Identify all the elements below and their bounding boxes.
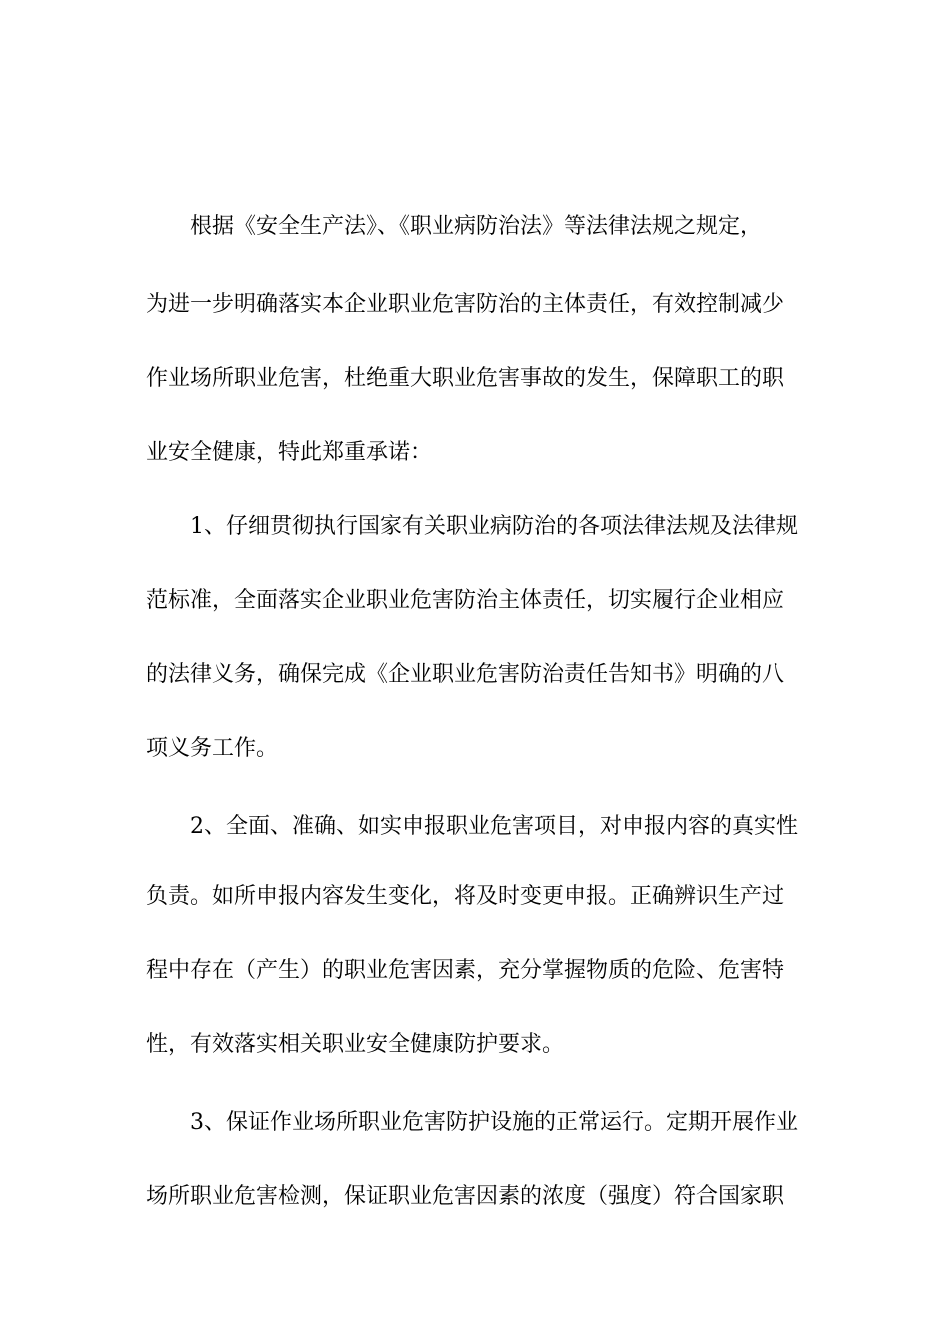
paragraph-1-line-1: 根据《安全生产法》、《职业病防治法》等法律法规之规定， xyxy=(190,214,763,239)
paragraph-1-line-3: 作业场所职业危害，杜绝重大职业危害事故的发生，保障职工的职 xyxy=(146,366,785,391)
paragraph-1-line-2: 为进一步明确落实本企业职业危害防治的主体责任，有效控制减少 xyxy=(146,292,785,317)
paragraph-4-line-1: 3、保证作业场所职业危害防护设施的正常运行。定期开展作业 xyxy=(190,1110,798,1135)
paragraph-1-line-4: 业安全健康，特此郑重承诺： xyxy=(146,440,433,465)
paragraph-2-line-4: 项义务工作。 xyxy=(146,736,279,761)
paragraph-3-line-2: 负责。如所申报内容发生变化，将及时变更申报。正确辨识生产过 xyxy=(146,884,785,909)
paragraph-2-line-3: 的法律义务，确保完成《企业职业危害防治责任告知书》明确的八 xyxy=(146,662,785,687)
paragraph-3-line-3: 程中存在（产生）的职业危害因素，充分掌握物质的危险、危害特 xyxy=(146,958,785,983)
paragraph-4-line-2: 场所职业危害检测，保证职业危害因素的浓度（强度）符合国家职 xyxy=(146,1184,785,1209)
paragraph-3-line-1: 2、全面、准确、如实申报职业危害项目，对申报内容的真实性 xyxy=(190,814,798,839)
paragraph-2-line-1: 1、仔细贯彻执行国家有关职业病防治的各项法律法规及法律规 xyxy=(190,514,798,539)
paragraph-3-line-4: 性，有效落实相关职业安全健康防护要求。 xyxy=(146,1032,565,1057)
paragraph-2-line-2: 范标准，全面落实企业职业危害防治主体责任，切实履行企业相应 xyxy=(146,588,785,613)
